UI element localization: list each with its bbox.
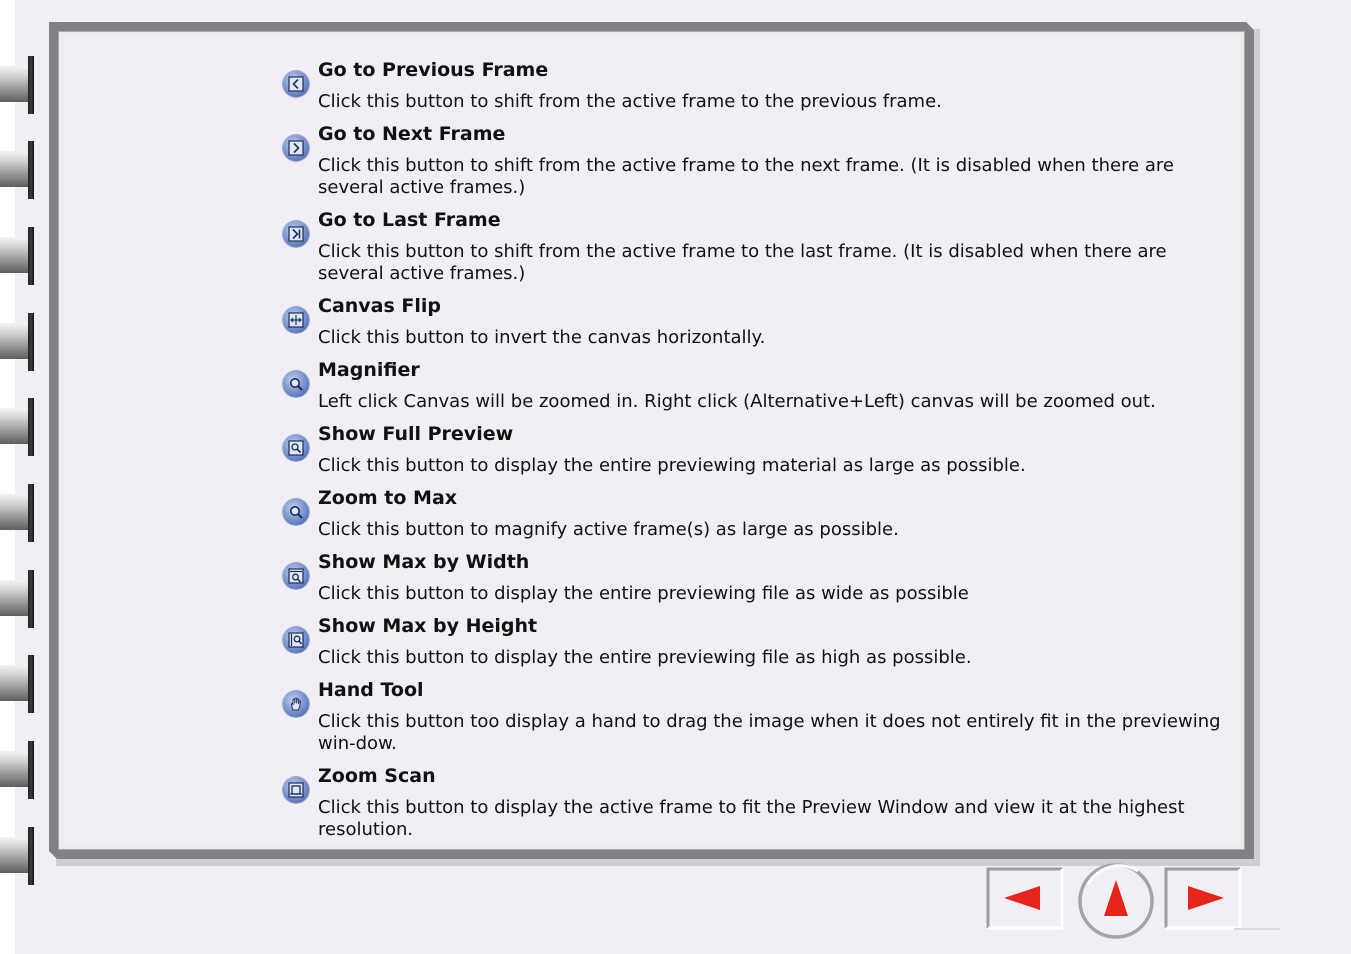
item-description: Click this button too display a hand to drag the image when it does not entirely fit in the previewing win-dow.	[318, 711, 1221, 754]
item-description: Click this button to display the entire previewing material as large as possible.	[318, 455, 1026, 476]
item-description: Click this button to shift from the active frame to the last frame. (It is disabled when there are several active frames.)	[318, 241, 1167, 284]
last-frame-icon	[283, 221, 309, 247]
zoom-max-icon	[283, 499, 309, 525]
nav-divider	[1234, 928, 1280, 930]
binder-ring	[0, 570, 34, 628]
list-item	[283, 486, 1228, 541]
list-item	[283, 208, 1228, 285]
max-width-icon	[283, 563, 309, 589]
item-title: Show Full Preview	[318, 423, 514, 445]
item-description: Click this button to display the entire previewing file as wide as possible	[318, 583, 969, 604]
item-title: Zoom to Max	[318, 487, 458, 509]
binder-rings	[0, 0, 40, 954]
binder-ring	[0, 313, 34, 371]
item-title: Magnifier	[318, 359, 420, 381]
binder-ring	[0, 741, 34, 799]
item-description: Click this button to invert the canvas horizontally.	[318, 327, 766, 348]
item-description: Click this button to magnify active frame(s) as large as possible.	[318, 519, 899, 540]
binder-ring	[0, 655, 34, 713]
item-title: Show Max by Width	[318, 551, 530, 573]
item-title: Hand Tool	[318, 679, 424, 701]
next-frame-icon	[283, 135, 309, 161]
binder-ring	[0, 227, 34, 285]
up-button[interactable]	[1076, 862, 1156, 940]
magnifier-icon	[283, 371, 309, 397]
item-title: Canvas Flip	[318, 295, 442, 317]
list-item	[283, 678, 1228, 755]
tool-list	[283, 58, 1228, 850]
binder-ring	[0, 56, 34, 114]
zoom-scan-icon	[283, 777, 309, 803]
binder-ring	[0, 827, 34, 885]
list-item	[283, 358, 1228, 413]
canvas-flip-icon	[283, 307, 309, 333]
next-page-button[interactable]	[1164, 867, 1242, 930]
list-item	[283, 294, 1228, 349]
hand-tool-icon	[283, 691, 309, 717]
item-description: Click this button to display the entire previewing file as high as possible.	[318, 647, 972, 668]
item-title: Go to Previous Frame	[318, 59, 549, 81]
item-description: Click this button to shift from the active frame to the previous frame.	[318, 91, 942, 112]
previous-page-button[interactable]	[986, 867, 1064, 930]
binder-ring	[0, 398, 34, 456]
prev-frame-icon	[283, 71, 309, 97]
binder-ring	[0, 141, 34, 199]
page-navigation	[986, 862, 1286, 942]
item-description: Click this button to display the active frame to fit the Preview Window and view it at the highest resolution.	[318, 797, 1185, 840]
item-title: Zoom Scan	[318, 765, 436, 787]
item-title: Show Max by Height	[318, 615, 538, 637]
binder-ring	[0, 484, 34, 542]
list-item	[283, 764, 1228, 841]
max-height-icon	[283, 627, 309, 653]
list-item	[283, 122, 1228, 199]
list-item	[283, 614, 1228, 669]
item-description: Left click Canvas will be zoomed in. Right click (Alternative+Left) canvas will be zoomed out.	[318, 391, 1156, 412]
list-item	[283, 422, 1228, 477]
item-title: Go to Next Frame	[318, 123, 506, 145]
list-item	[283, 550, 1228, 605]
item-title: Go to Last Frame	[318, 209, 501, 231]
item-description: Click this button to shift from the active frame to the next frame. (It is disabled when there are several active frames.)	[318, 155, 1175, 198]
list-item	[283, 58, 1228, 113]
full-preview-icon	[283, 435, 309, 461]
